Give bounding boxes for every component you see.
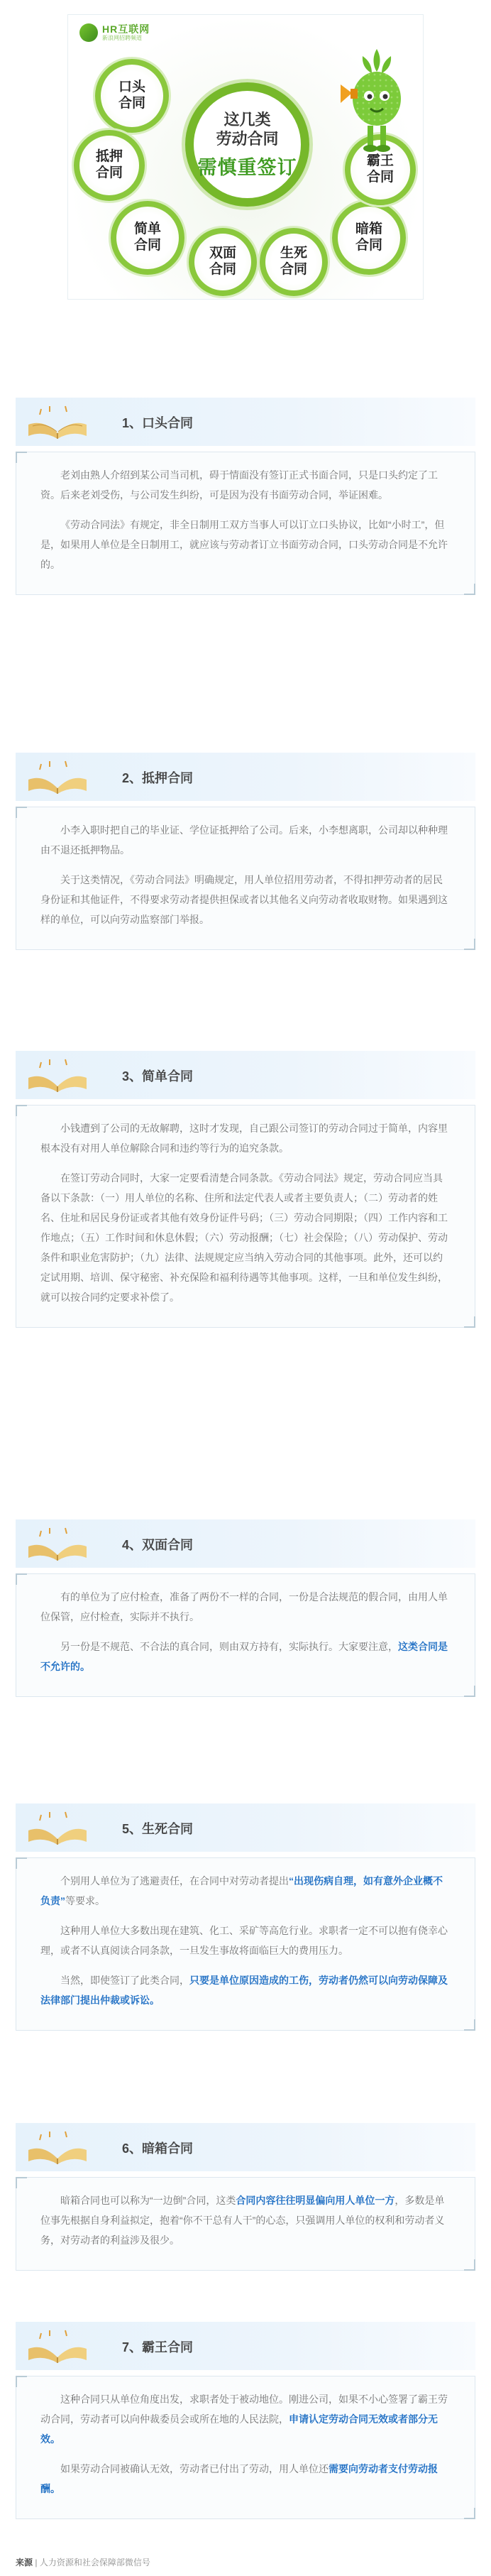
corner-bracket-icon: [16, 452, 27, 463]
highlight-text: 合同内容往往明显偏向用人单位一方: [236, 2195, 395, 2206]
section-header: [16, 1051, 475, 1099]
body-text: 老刘由熟人介绍到某公司当司机，碍于情面没有签订正式书面合同，只是口头约定了工资。后来老刘受伤，与公司发生纠纷，可是因为没有书面劳动合同，举证困难。: [40, 469, 438, 501]
corner-bracket-icon: [16, 2177, 27, 2188]
section-body: [16, 452, 475, 595]
megaphone-mascot-icon: [338, 43, 416, 157]
corner-bracket-icon: [16, 1573, 27, 1585]
brand-name: HR互联网: [102, 23, 150, 35]
open-book-icon: [26, 1811, 89, 1846]
open-book-icon: [26, 1527, 89, 1562]
section-shuangmian: [16, 1519, 475, 1697]
paragraph: [40, 1587, 451, 1627]
section-header: [16, 2322, 475, 2370]
source-separator: |: [35, 2558, 38, 2567]
open-book-icon: [26, 2329, 89, 2364]
bubble-jiandan: 简单 合同: [111, 201, 184, 275]
section-title: 2、抵押合同: [122, 771, 194, 785]
section-jiandan: [16, 1051, 475, 1328]
body-text: 如果劳动合同被确认无效，劳动者已付出了劳动，用人单位还: [60, 2463, 329, 2474]
hero-center-circle: [185, 82, 309, 207]
paragraph: [40, 1168, 451, 1307]
body-text: 《劳动合同法》有规定，非全日制用工双方当事人可以订立口头协议，比如“小时工”，但是，如果用人单位是全日制用工，就应该与劳动者订立书面劳动合同，口头劳动合同是不允许的。: [40, 519, 448, 570]
body-text: 关于这类情况，《劳动合同法》明确规定，用人单位招用劳动者，不得扣押劳动者的居民身份证和其他证件，不得要求劳动者提供担保或者以其他名义向劳动者收取财物。如果遇到这样的单位，可以向劳动监察部门举报。: [40, 874, 448, 925]
body-text: 另一份是不规范、不合法的真合同，则由双方持有，实际执行。大家要注意，: [60, 1641, 398, 1652]
section-koutou: [16, 398, 475, 595]
corner-bracket-icon: [464, 584, 475, 595]
section-title: 5、生死合同: [122, 1822, 194, 1836]
section-shengsi: [16, 1803, 475, 2031]
body-text: 在签订劳动合同时，大家一定要看清楚合同条款。《劳动合同法》规定，劳动合同应当具备以下条款：（一）用人单位的名称、住所和法定代表人或者主要负责人；（二）劳动者的姓名、住址和居民身份证或者其他有效身份证件号码；（三）劳动合同期限；（四）工作内容和工作地点；（五）工作时间和休息休假；（六）劳动报酬；（七）社会保险；（八）劳动保护、劳动条件和职业危害防护；（九）法律、法规规定应当纳入劳动合同的其他事项。此外，还可以约定试用期、培训、保守秘密、补充保险和福利待遇等其他事项。这样，一旦和单位发生纠纷，就可以按合同约定要求补偿了。: [40, 1172, 448, 1303]
body-text: ，多数是单位事先根据自身利益拟定，抱着“你不干总有人干”的心态，只强调用人单位的权利和劳动者义务，对劳动者的利益涉及很少。: [40, 2195, 445, 2246]
section-body: [16, 1573, 475, 1697]
section-body: [16, 1857, 475, 2031]
section-anxiang: [16, 2123, 475, 2271]
section-bawang: [16, 2322, 475, 2519]
section-body: [16, 2177, 475, 2271]
hero-banner: [67, 14, 424, 300]
bubble-anxiang: 暗箱 合同: [332, 201, 406, 275]
open-book-icon: [26, 1058, 89, 1093]
section-diya: [16, 753, 475, 950]
bubble-shuangmian: 双面 合同: [189, 228, 257, 296]
section-title: 1、口头合同: [122, 416, 194, 430]
paragraph: [40, 465, 451, 505]
corner-bracket-icon: [16, 1857, 27, 1869]
section-title: 3、简单合同: [122, 1069, 194, 1084]
paragraph: [40, 1921, 451, 1960]
highlight-text: 申请认定劳动合同无效或者部分无效。: [40, 2413, 438, 2445]
section-header: [16, 398, 475, 446]
section-header: [16, 1803, 475, 1852]
paragraph: [40, 2389, 451, 2449]
bubble-koutou: 口头 合同: [95, 59, 169, 133]
section-title: 7、霸王合同: [122, 2340, 194, 2354]
body-text: 等要求。: [65, 1895, 105, 1906]
corner-bracket-icon: [464, 2508, 475, 2519]
paragraph: [40, 820, 451, 860]
hero-center-line2: 劳动合同: [216, 130, 279, 148]
section-header: [16, 753, 475, 801]
section-header: [16, 2123, 475, 2171]
section-title: 6、暗箱合同: [122, 2141, 194, 2156]
source-name: 人力资源和社会保障部微信号: [39, 2558, 150, 2567]
bubble-bawang: 霸王 合同: [345, 134, 416, 205]
paragraph: [40, 1637, 451, 1676]
corner-bracket-icon: [464, 1316, 475, 1328]
open-book-icon: [26, 405, 89, 440]
body-text: 小李入职时把自己的毕业证、学位证抵押给了公司。后来，小李想离职，公司却以种种理由不退还抵押物品。: [40, 824, 448, 856]
body-text: 个别用人单位为了逃避责任，在合同中对劳动者提出: [60, 1875, 289, 1887]
source-footer: [16, 2556, 150, 2568]
corner-bracket-icon: [464, 1686, 475, 1697]
highlight-text: 这类合同是不允许的。: [40, 1641, 448, 1672]
paragraph: [40, 1970, 451, 2010]
corner-bracket-icon: [16, 807, 27, 818]
corner-bracket-icon: [16, 1105, 27, 1116]
brand-mark-icon: [79, 23, 98, 42]
paragraph: [40, 870, 451, 929]
open-book-icon: [26, 2130, 89, 2166]
open-book-icon: [26, 760, 89, 795]
brand-subtitle: 新浪网招聘频道: [102, 35, 142, 41]
body-text: 小钱遭到了公司的无故解聘，这时才发现，自己跟公司签订的劳动合同过于简单，内容里根本没有对用人单位解除合同和违约等行为的追究条款。: [40, 1123, 448, 1154]
hero-center-line1: 这几类: [224, 110, 271, 129]
body-text: 暗箱合同也可以称为“一边倒”合同，这类: [60, 2195, 236, 2206]
paragraph: [40, 2190, 451, 2250]
highlight-text: “出现伤病自理，如有意外企业概不负责”: [40, 1875, 443, 1906]
section-title: 4、双面合同: [122, 1538, 194, 1552]
bubble-diya: 抵押 合同: [74, 130, 145, 201]
body-text: 这种合同只从单位角度出发，求职者处于被动地位。刚进公司，如果不小心签署了霸王劳动合同，劳动者可以向仲裁委员会或所在地的人民法院，: [40, 2394, 448, 2425]
body-text: 这种用人单位大多数出现在建筑、化工、采矿等高危行业。求职者一定不可以抱有侥幸心理，或者不认真阅读合同条款，一旦发生事故将面临巨大的费用压力。: [40, 1925, 448, 1956]
bubble-shengsi: 生死 合同: [260, 228, 328, 296]
paragraph: [40, 2459, 451, 2499]
section-body: [16, 1105, 475, 1328]
source-label: 来源: [16, 2558, 33, 2567]
corner-bracket-icon: [16, 2376, 27, 2387]
paragraph: [40, 1871, 451, 1911]
paragraph: [40, 1118, 451, 1158]
highlight-text: 只要是单位原因造成的工伤，劳动者仍然可以向劳动保障及法律部门提出仲裁或诉讼。: [40, 1975, 448, 2006]
section-header: [16, 1519, 475, 1568]
corner-bracket-icon: [464, 2259, 475, 2271]
body-text: 有的单位为了应付检查，准备了两份不一样的合同，一份是合法规范的假合同，由用人单位保管，应付检查，实际并不执行。: [40, 1591, 448, 1622]
highlight-text: 需要向劳动者支付劳动报酬。: [40, 2463, 438, 2494]
brand-logo: [79, 23, 150, 42]
corner-bracket-icon: [464, 2019, 475, 2031]
paragraph: [40, 515, 451, 574]
section-body: [16, 807, 475, 950]
body-text: 当然，即使签订了此类合同，: [60, 1975, 189, 1986]
corner-bracket-icon: [464, 939, 475, 950]
section-body: [16, 2376, 475, 2519]
hero-center-highlight: 需慎重签订: [197, 156, 297, 178]
